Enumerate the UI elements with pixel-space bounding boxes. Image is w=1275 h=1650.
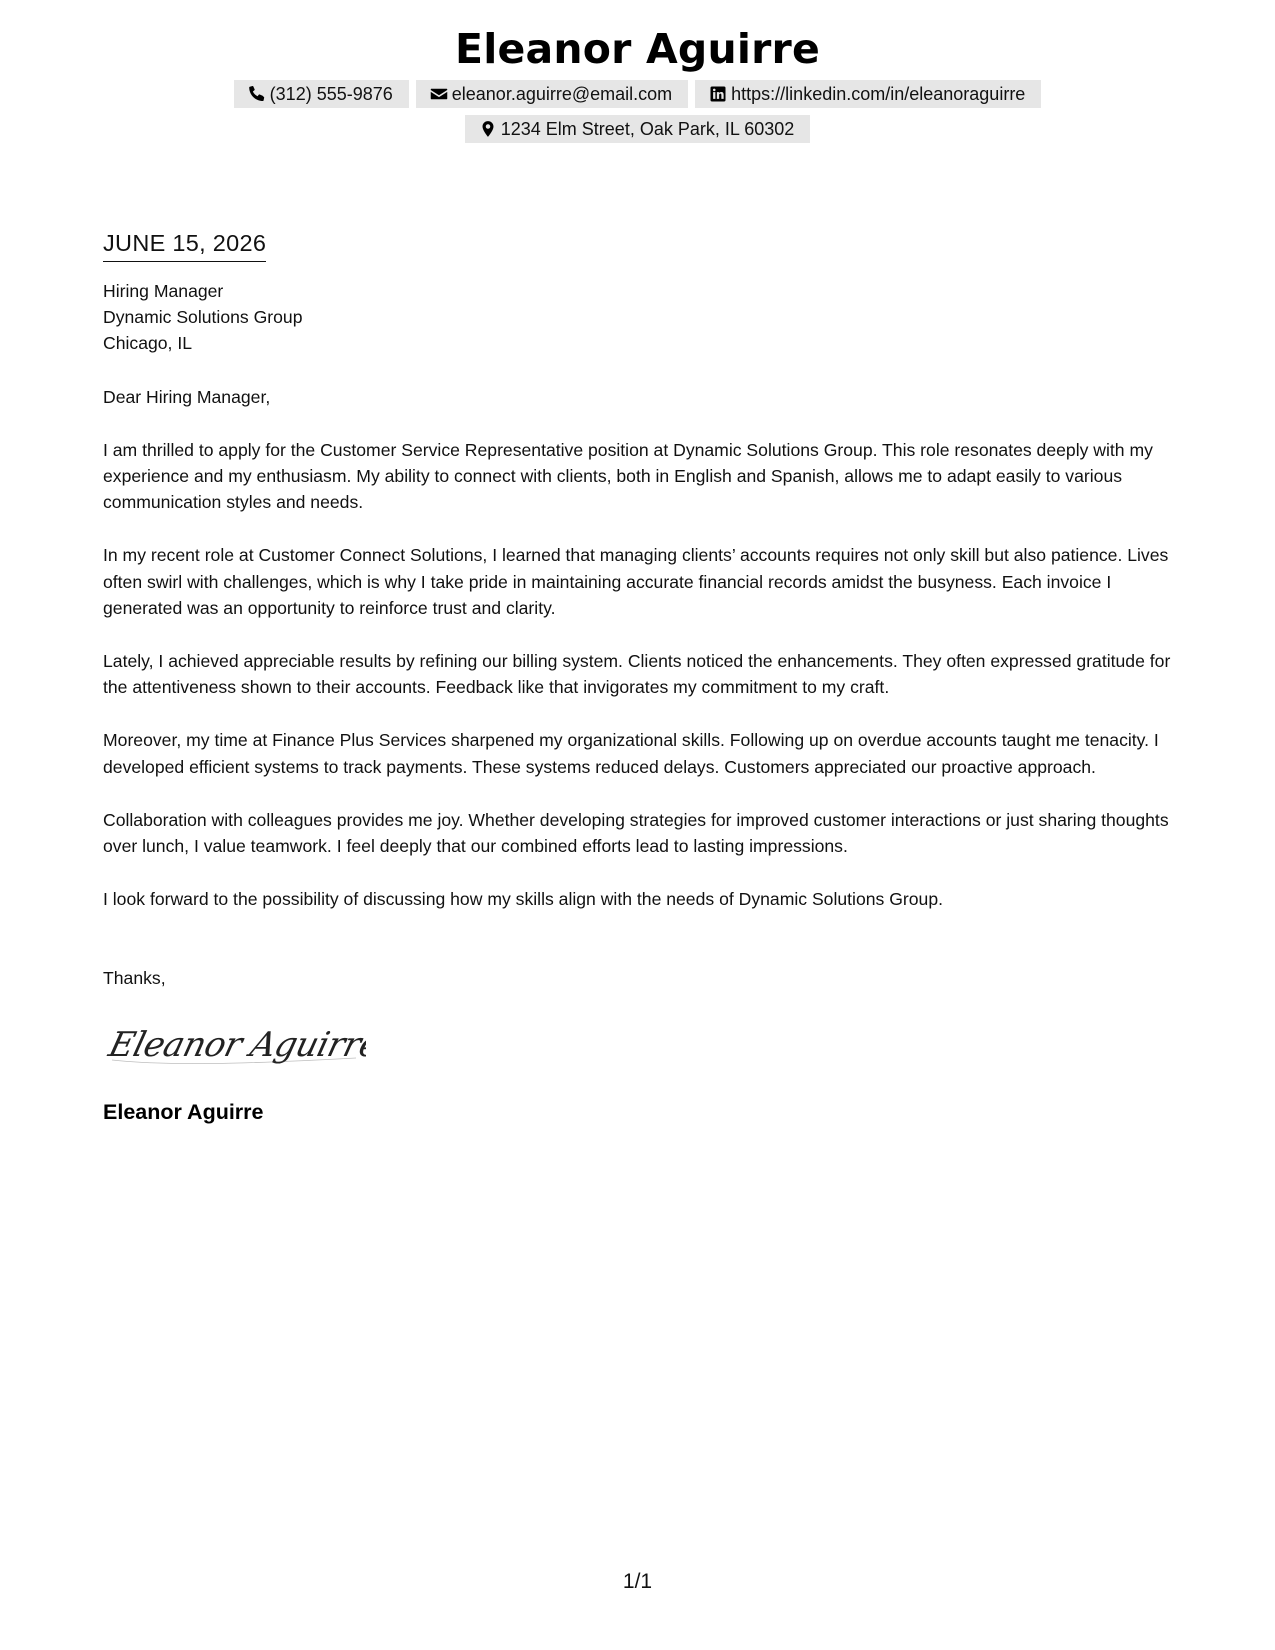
linkedin-chip (695, 80, 1041, 108)
phone-text[interactable]: (312) 555-9876 (269, 83, 393, 104)
recipient-location: Chicago, IL (103, 333, 192, 354)
body-paragraph: I am thrilled to apply for the Customer Service Representative position at Dynamic Solutions Group. This role resonates deeply with my experience and my enthusiasm. My ability to connect with clients, both in English and Spanish, allows me to adapt easily to various communication styles and needs. (103, 439, 1153, 513)
linkedin-icon (709, 85, 727, 103)
letter-header (0, 22, 1275, 143)
closing: Thanks, (103, 968, 166, 989)
body-paragraph: Moreover, my time at Finance Plus Services sharpened my organizational skills. Following up on overdue accounts taught me tenacity. I developed efficient systems to track payments. These systems reduced delays. Customers appreciated our proactive approach. (103, 730, 1159, 777)
phone-icon (248, 85, 266, 103)
applicant-name: Eleanor Aguirre (455, 25, 820, 73)
recipient-company: Dynamic Solutions Group (103, 307, 303, 328)
page-number: 1/1 (622, 1570, 653, 1593)
email-link[interactable]: eleanor.aguirre@email.com (451, 83, 673, 104)
svg-text:Eleanor Aguirre: Eleanor Aguirre (106, 1025, 366, 1065)
letter-date: JUNE 15, 2026 (103, 226, 266, 262)
signature-image (106, 1020, 366, 1072)
letter-body (103, 226, 1183, 1125)
salutation: Dear Hiring Manager, (103, 386, 271, 407)
envelope-icon (430, 85, 448, 103)
body-paragraph: Lately, I achieved appreciable results by refining our billing system. Clients noticed the enhancements. They often expressed gratitude for the attentiveness shown to their accounts. Feedback like that invigorates my commitment to my craft. (103, 651, 1171, 698)
signer-name: Eleanor Aguirre (103, 1099, 264, 1124)
address-chip (465, 115, 811, 143)
body-paragraph: Collaboration with colleagues provides me joy. Whether developing strategies for improved customer interactions or just sharing thoughts over lunch, I value teamwork. I feel deeply that our combined efforts lead to lasting impressions. (103, 809, 1169, 857)
phone-chip (234, 80, 409, 108)
contact-row (0, 80, 1275, 108)
email-chip (416, 80, 688, 108)
body-paragraph: I look forward to the possibility of discussing how my skills align with the needs of Dynamic Solutions Group. (103, 889, 943, 910)
recipient-title: Hiring Manager (103, 281, 224, 301)
address-text: 1234 Elm Street, Oak Park, IL 60302 (500, 118, 795, 139)
contact-row-address (0, 115, 1275, 143)
map-pin-icon (479, 120, 497, 138)
recipient-block (103, 278, 1183, 357)
body-paragraph: In my recent role at Customer Connect Solutions, I learned that managing clients’ accounts requires not only skill but also patience. Lives often swirl with challenges, which is why I take pride in maintaining accurate financial records amidst the busyness. Each invoice I generated was an opportunity to reinforce trust and clarity. (103, 545, 1169, 618)
linkedin-link[interactable]: https://linkedin.com/in/eleanoraguirre (731, 83, 1026, 104)
